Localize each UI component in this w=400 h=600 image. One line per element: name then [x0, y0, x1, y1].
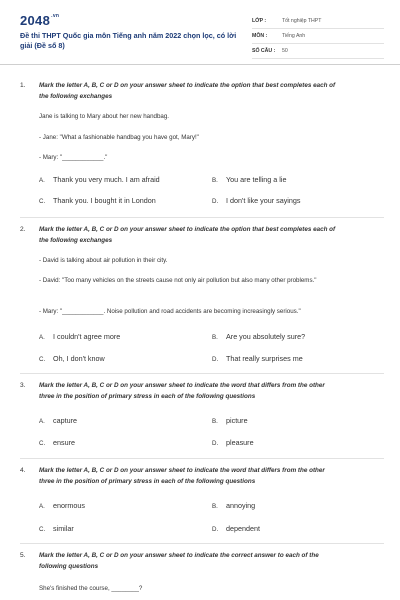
document-header: [0, 0, 400, 65]
meta-row-count: SỐ CÂU : 50: [252, 44, 384, 59]
meta-row-class: LỚP : Tốt nghiệp THPT: [252, 14, 384, 29]
question-number: 2.: [20, 226, 26, 233]
answer-option-b[interactable]: B. Are you absolutely sure?: [212, 332, 306, 341]
answer-option-c[interactable]: C. ensure: [39, 438, 75, 447]
question-divider: [20, 458, 384, 459]
answer-option-d[interactable]: D. dependent: [212, 524, 260, 533]
answer-option-c[interactable]: C. Thank you. I bought it in London: [39, 196, 156, 205]
question-text: Jane is talking to Mary about her new handbag.: [39, 113, 170, 120]
question-instruction: Mark the letter A, B, C or D on your answer sheet to indicate the option that best completes each of the following exchanges: [39, 226, 336, 244]
question-instruction: Mark the letter A, B, C or D on your answer sheet to indicate the option that best completes each of the following exchanges: [39, 82, 336, 100]
question-text: - Mary: "____________.": [39, 154, 108, 161]
question-number: 5.: [20, 552, 26, 559]
answer-option-d[interactable]: D. I don't like your sayings: [212, 196, 301, 205]
answer-option-a[interactable]: A. capture: [39, 416, 77, 425]
answer-option-a[interactable]: A. I couldn't agree more: [39, 332, 121, 341]
question-instruction: Mark the letter A, B, C or D on your answer sheet to indicate the correct answer to each of the following questions: [39, 552, 319, 570]
answer-option-a[interactable]: A. enormous: [39, 501, 85, 510]
question-number: 3.: [20, 382, 26, 389]
answer-option-d[interactable]: D. That really surprises me: [212, 354, 303, 363]
question-text: - David is talking about air pollution in their city.: [39, 257, 168, 264]
answer-option-c[interactable]: C. similar: [39, 524, 74, 533]
document-meta: [252, 14, 384, 59]
question-instruction: Mark the letter A, B, C or D on your answer sheet to indicate the word that differs from the other three in the position of primary stress in each of the following questions: [39, 467, 325, 485]
question-text: - Mary: "____________. Noise pollution and road accidents are becoming increasingly serious.": [39, 308, 301, 315]
question-text: - David: "Too many vehicles on the streets cause not only air pollution but also many other problems.": [39, 277, 317, 284]
question-divider: [20, 217, 384, 218]
site-logo[interactable]: $2048^{.vn}$: [20, 13, 60, 28]
question-number: 4.: [20, 467, 26, 474]
answer-option-b[interactable]: B. You are telling a lie: [212, 175, 287, 184]
answer-option-c[interactable]: C. Oh, I don't know: [39, 354, 105, 363]
question-instruction: Mark the letter A, B, C or D on your answer sheet to indicate the word that differs from the other three in the position of primary stress in each of the following questions: [39, 382, 325, 400]
answer-option-b[interactable]: B. annoying: [212, 501, 256, 510]
answer-option-b[interactable]: B. picture: [212, 416, 248, 425]
document-title: Đề thi THPT Quốc gia môn Tiếng anh năm 2022 chọn lọc, có lời giải (Đề số 8): [20, 31, 237, 50]
answer-option-a[interactable]: A. Thank you very much. I am afraid: [39, 175, 160, 184]
question-divider: [20, 543, 384, 544]
question-text: - Jane: "What a fashionable handbag you have got, Mary!": [39, 134, 199, 141]
question-text: She's finished the course, ________?: [39, 585, 143, 592]
meta-row-subject: MÔN : Tiếng Anh: [252, 29, 384, 44]
answer-option-d[interactable]: D. pleasure: [212, 438, 254, 447]
question-number: 1.: [20, 82, 26, 89]
question-divider: [20, 373, 384, 374]
